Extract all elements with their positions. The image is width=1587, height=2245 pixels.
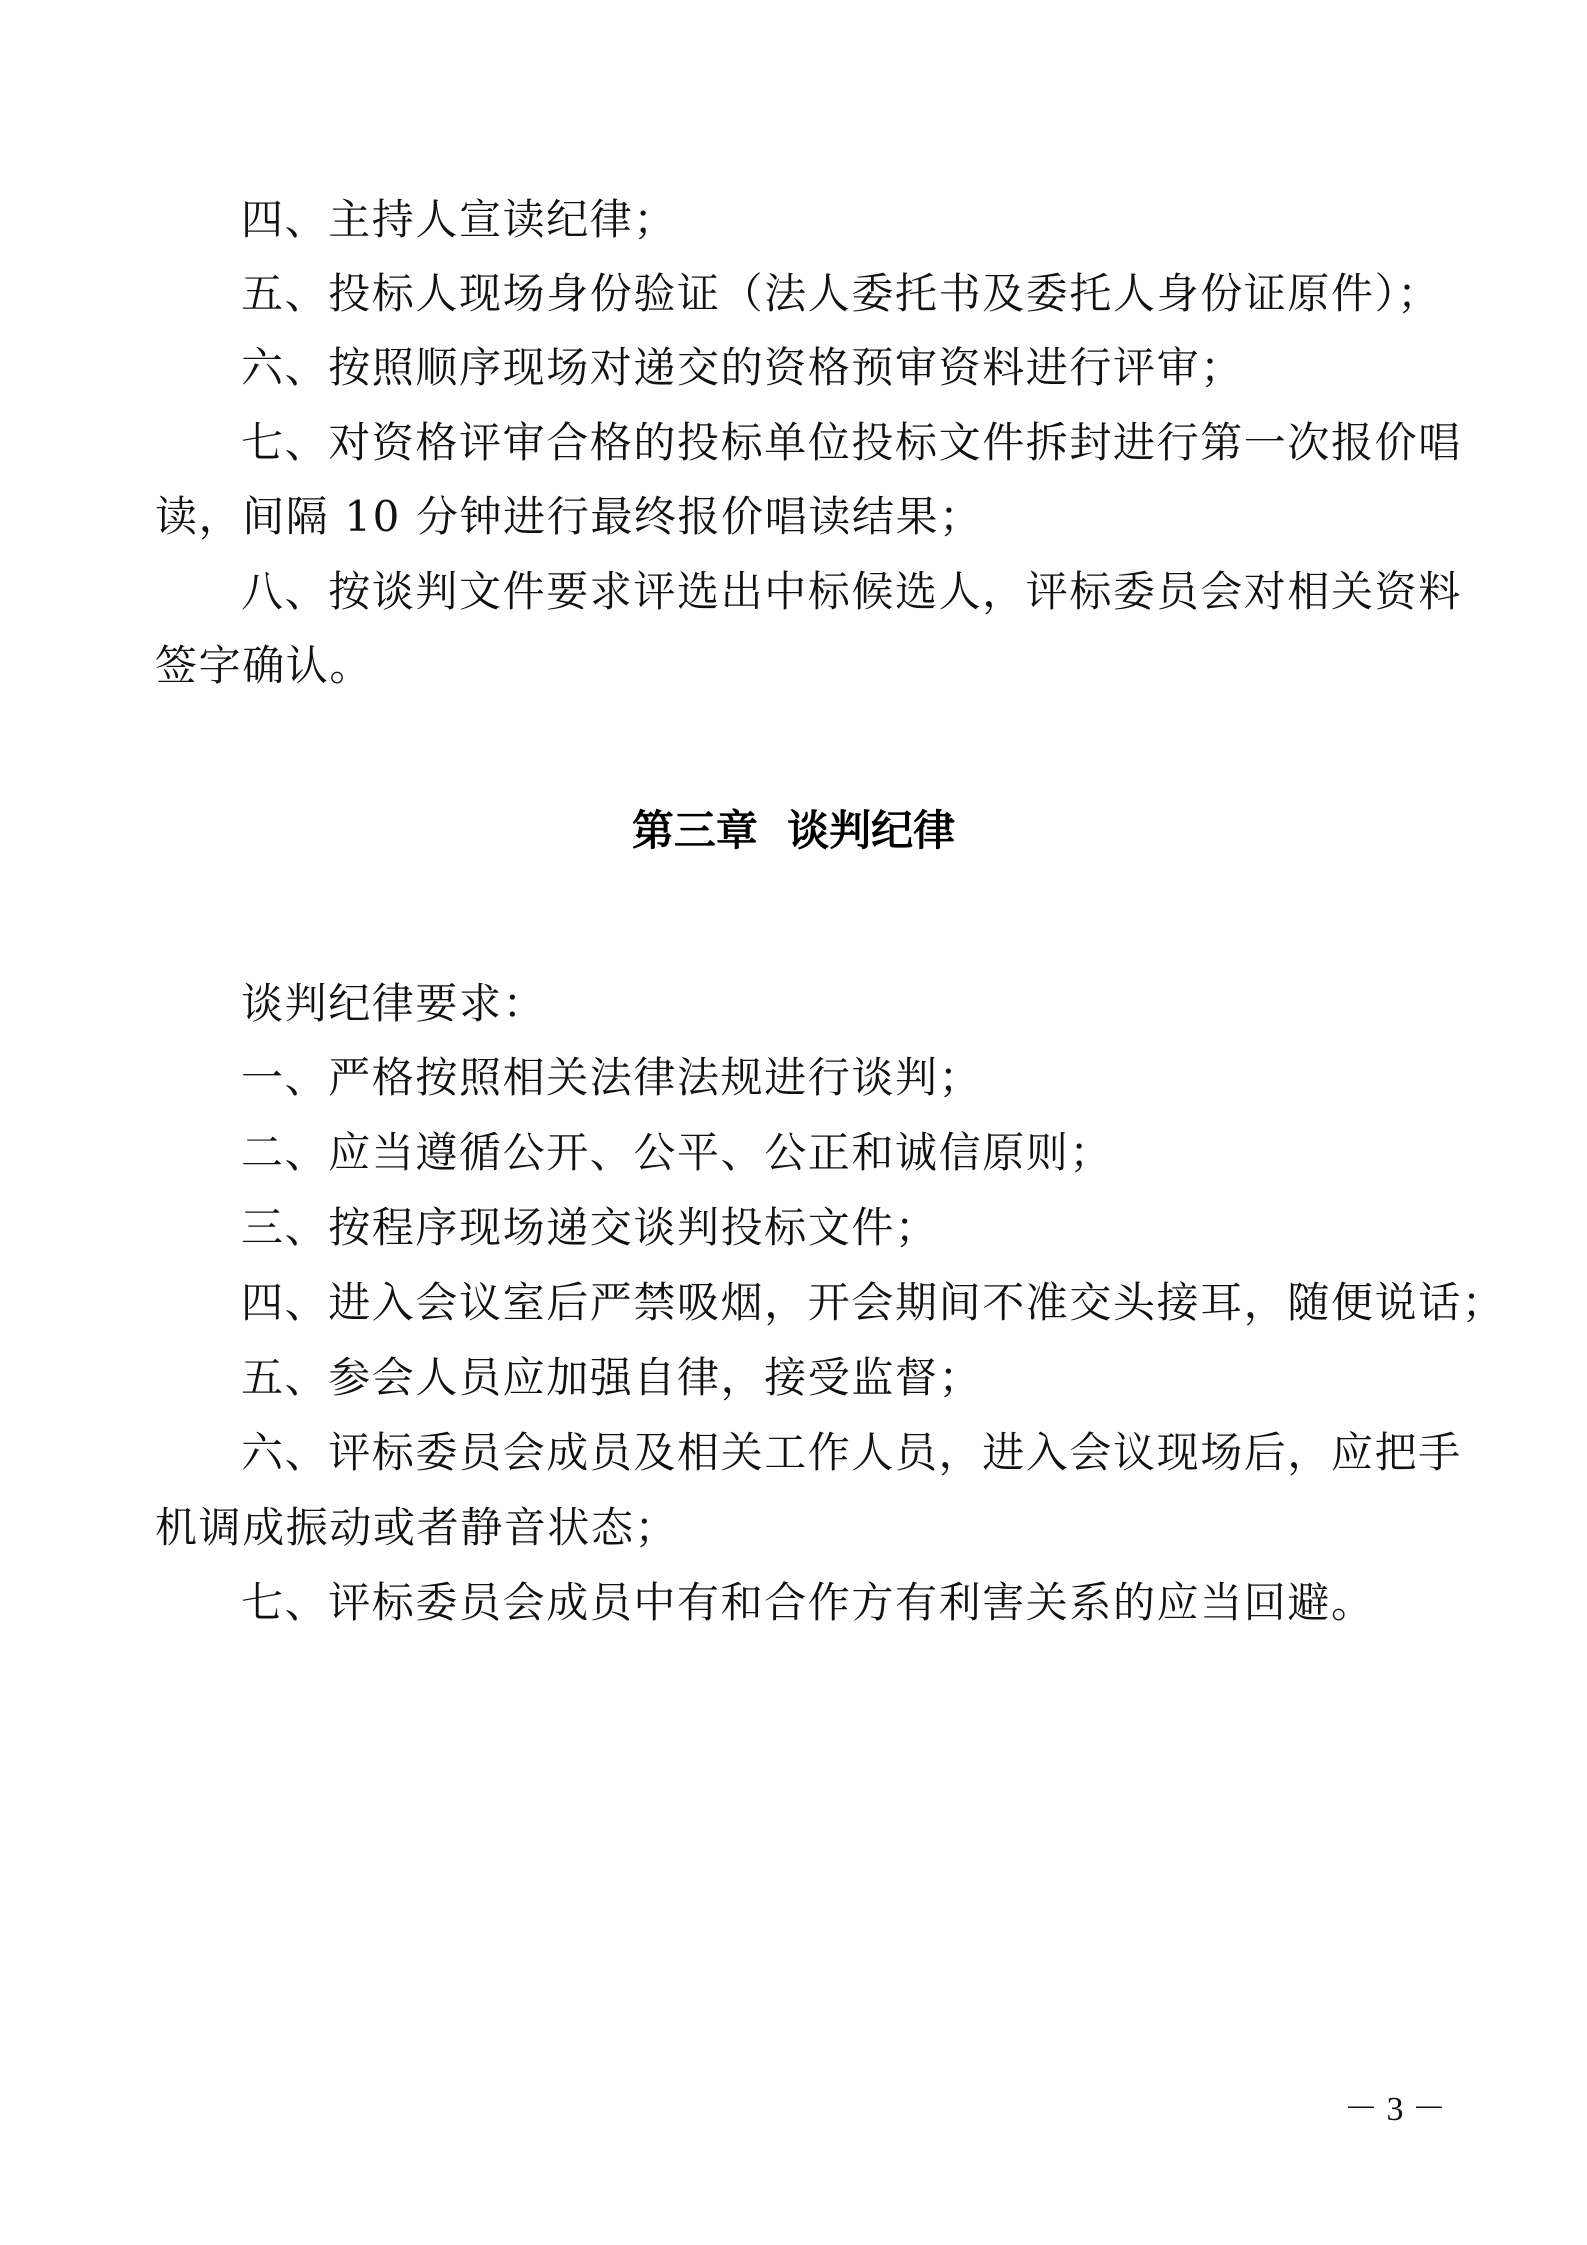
discipline-rule-3: 三、按程序现场递交谈判投标文件； — [241, 1203, 939, 1252]
discipline-intro: 谈判纪律要求： — [241, 979, 547, 1028]
discipline-rule-6-continuation: 机调成振动或者静音状态； — [155, 1503, 679, 1552]
discipline-rule-5: 五、参会人员应加强自律，接受监督； — [241, 1353, 983, 1402]
procedure-item-8: 八、按谈判文件要求评选出中标候选人，评标委员会对相关资料 — [241, 567, 1462, 616]
procedure-item-5: 五、投标人现场身份验证（法人委托书及委托人身份证原件）； — [241, 269, 1441, 318]
procedure-item-7: 七、对资格评审合格的投标单位投标文件拆封进行第一次报价唱 — [241, 418, 1462, 467]
procedure-item-4: 四、主持人宣读纪律； — [241, 195, 678, 244]
page-number: － 3 － — [1344, 2091, 1446, 2128]
procedure-item-6: 六、按照顺序现场对递交的资格预审资料进行评审； — [241, 343, 1244, 392]
discipline-rule-6: 六、评标委员会成员及相关工作人员，进入会议现场后，应把手 — [241, 1428, 1462, 1477]
discipline-rule-1: 一、严格按照相关法律法规进行谈判； — [241, 1053, 983, 1102]
discipline-rule-7: 七、评标委员会成员中有和合作方有利害关系的应当回避。 — [241, 1578, 1375, 1627]
procedure-item-7-continuation: 读，间隔 10 分钟进行最终报价唱读结果； — [155, 492, 983, 541]
discipline-rule-2: 二、应当遵循公开、公平、公正和诚信原则； — [241, 1128, 1114, 1177]
procedure-item-8-continuation: 签字确认。 — [155, 641, 374, 690]
discipline-rule-4: 四、进入会议室后严禁吸烟，开会期间不准交头接耳，随便说话； — [241, 1278, 1506, 1327]
chapter-title: 第三章 谈判纪律 — [631, 806, 956, 855]
